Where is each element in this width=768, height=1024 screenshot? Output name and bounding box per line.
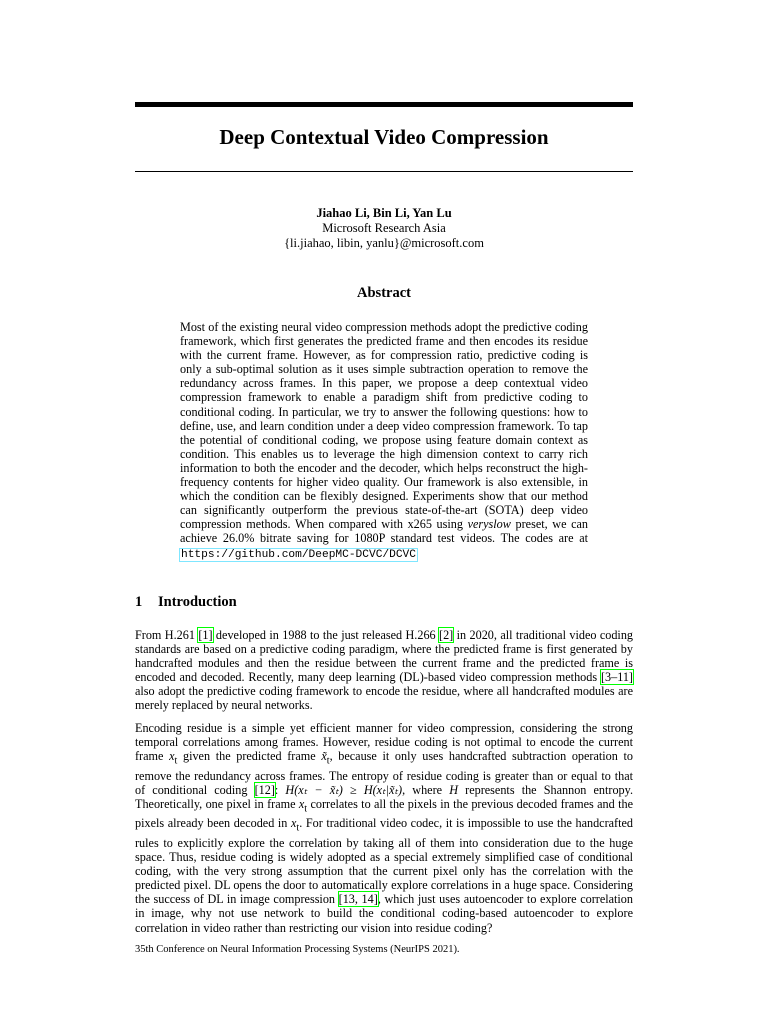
author-affiliation: Microsoft Research Asia (322, 221, 446, 235)
entropy-equation: H(xₜ − x̃ₜ) ≥ H(xₜ|x̃ₜ) (285, 782, 403, 797)
paragraph-text: given the predicted frame (177, 749, 322, 764)
paragraph-text: : (274, 782, 286, 797)
citation-link[interactable]: [2] (439, 628, 454, 642)
math-subscript: t (296, 822, 300, 834)
math-subscript: t (174, 755, 178, 767)
intro-paragraph-2 (135, 721, 633, 935)
paragraph-text: Encoding residue is a simple yet efficient manner for video compression, considering the strong temporal correlations among frames. However, residue coding is not optimal to encode the current frame (135, 721, 633, 764)
citation-link[interactable]: [3–11] (600, 670, 633, 685)
code-repository-link[interactable]: https://github.com/DeepMC-DCVC/DCVC (181, 548, 416, 561)
paragraph-text: in 2020, all traditional video coding standards are based on a predictive coding paradigm, where the predicted frame is first generated by handcrafted modules and then the residue between the current frame and the predicted frame is encoded and decoded. Recently, many deep learning (DL)-based video compression methods (135, 628, 634, 685)
section-title: Introduction (158, 594, 237, 610)
math-variable: x (290, 816, 297, 831)
author-names: Jiahao Li, Bin Li, Yan Lu (316, 206, 452, 220)
math-variable: x (169, 749, 175, 764)
paragraph-text: , where (402, 782, 450, 797)
abstract-text-part: Most of the existing neural video compression methods adopt the predictive coding framework, which first generates the predicted frame and then encodes its residue with the current frame. However, as for compression ratio, predictive coding is only a sub-optimal solution as it uses simple subtraction operation to remove the redundancy across frames. In this paper, we propose a deep contextual video compression framework to enable a paradigm shift from predictive coding to conditional coding. In particular, we try to answer the following questions: how to define, use, and learn condition under a deep video compression framework. To tap the potential of conditional coding, we propose using feature domain context as condition. This enables us to leverage the high dimension context to carry rich information to both the encoder and the decoder, which helps reconstruct the high-frequency contents for higher video quality. Our framework is also extensible, in which the condition can be flexibly designed. Experiments show that our method can significantly outperform the previous state-of-the-art (SOTA) deep video compression methods. When compared with x265 using (180, 320, 588, 532)
math-subscript: t (304, 803, 308, 815)
paragraph-text: developed in 1988 to the just released H.266 (212, 628, 440, 642)
math-variable: H (449, 782, 459, 797)
citation-link[interactable]: [13, 14] (338, 892, 378, 907)
citation-link[interactable]: [12] (254, 782, 275, 797)
paragraph-text: From H.261 (135, 628, 199, 642)
author-email: {li.jiahao, libin, yanlu}@microsoft.com (284, 236, 484, 250)
abstract-heading: Abstract (357, 285, 411, 301)
author-block (135, 206, 633, 251)
conference-footnote: 35th Conference on Neural Information Processing Systems (NeurIPS 2021). (135, 944, 460, 955)
math-variable: x (298, 796, 305, 811)
title-top-rule (135, 102, 633, 107)
paragraph-text: . For traditional video codec, it is impossible to use the handcrafted rules to explicitly explore the correlation by taking all of them into consideration due to the huge space. Thus, residue coding is widely adopted as a special extremely simplified case of conditional coding, with the very strong assumption that the current pixel only has the correlation with the predicted pixel. DL opens the door to automatically explore correlations in a huge space. Considering the success of DL in image compression (135, 816, 634, 907)
citation-link[interactable]: [1] (198, 628, 213, 642)
paragraph-text: correlates to all the pixels in the previous decoded frames and the pixels already been decoded in (135, 796, 633, 831)
paragraph-text: , because it only uses handcrafted subtraction operation to remove the redundancy across frames. The entropy of residue coding is greater than or equal to that of conditional coding (135, 749, 633, 797)
intro-paragraph-1 (135, 628, 633, 713)
math-variable: x̃ (321, 749, 327, 764)
section-number: 1 (135, 594, 143, 610)
paragraph-text: , which just uses autoencoder to explore correlation in image, why not use network to build the conditional coding-based autoencoder to explore correlation in video rather than restricting our vision into residue coding? (135, 892, 633, 935)
abstract-text (180, 320, 588, 562)
math-subscript: t (326, 755, 330, 767)
abstract-italic-word: veryslow (467, 517, 511, 532)
paragraph-text: represents the Shannon entropy. Theoretically, one pixel in frame (135, 782, 634, 811)
section-heading (135, 594, 633, 611)
paragraph-text: also adopt the predictive coding framework to encode the residue, where all handcrafted modules are merely replaced by neural networks. (135, 684, 633, 713)
abstract-text-part: preset, we can achieve 26.0% bitrate saving for 1080P standard test videos. The codes are at (180, 517, 588, 546)
title-bottom-rule (135, 171, 633, 172)
paper-title: Deep Contextual Video Compression (219, 125, 549, 149)
